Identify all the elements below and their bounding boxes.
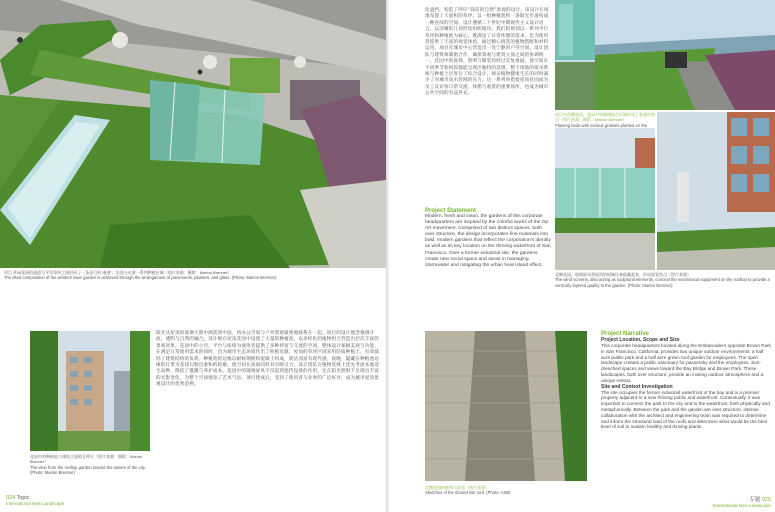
project-statement-heading: Project Statement [425, 208, 477, 214]
top-right-body-cn: 化遮挡，构造了呼应“简洁的自然”景观的设计。该设计在场地布置了大面积的草坪，以一组种植池和一条阳光步道构成一种连续的空间。设计遵循二十世纪中期现代主义设计语言，以清晰的几何形状组织地块。我们的规划以一系列平行草坪和种植池为核心，既满足了日常休憩的需求，也为使用者提供了丰富的视觉体验。通过精心挑选的植物搭配和材料运用，项目在城市中心营造出一处宁静的户外空间。设计团队与建筑师紧密合作，确保景观与建筑立面之间的协调统一。花园中的座椅、照明与铺装均经过反复推敲，使空间在不同季节和时段都能呈现出独特的氛围。整个场地的排水系统与种植土层进行了综合设计，保证植物健康生长的同时减少了对城市雨水管网的压力。这一系列举措使屋顶花园成为员工及访客日常交流、休憩与观景的重要场所，也成为城市公共空间的有益补充。 [425, 8, 549, 97]
top-left-page [0, 0, 386, 281]
top-left-caption: 项目 休闲花园的通道与平坦草坪之间形成了一条步行的“通道”，沿途分布着一系列种植区域（图片来源：摄影：Marion Brenner） The tilted composition of the western lawn garden is achieved through the arrangement of pavements, planters, and glass. (Photo: Marion Brenner) [4, 270, 277, 281]
top-right-caption: 项目中西侧屋顶，花园中的玻璃围合区域形成了景观的焦点（图片来源：摄影：Marion Brenner） Planting beds with various grasses planted on the [555, 112, 655, 128]
top-right-text-column [425, 8, 551, 269]
project-statement-text: Modern, fresh and clean, the gardens of this corporate headquarters are inspired by the colorful works of the Op Art movement. Comprised of two distinct spaces, both over structure, the design incorporates fine materials into bold, modern gardens that reflect the corporation's identity as well as its key location on the thriving waterfront of San Francisco. Over a former industrial site, the gardens create new social space and assist in managing stormwater and mitigating the urban heat island effect. [425, 214, 551, 268]
bottom-left-body-cn: 阳光从屋顶的玻璃天窗中洒落到中庭，将办公空间与户外景观紧密地联系在一起。项目的设计理念强调开放、透明与自然的融合。设计师在屋顶花园中设置了大量的种植池，以多样化的植物组合营造出层次丰富的景观效果。花园中的小径、平台与座椅为使用者提供了多种停留与交流的空间。整体设计兼顾美观与功能，在满足日常使用需求的同时，也为城市生态环境作出了积极贡献。屋顶的草坪区域采用轻质种植土，有效减轻了建筑结构的负荷。种植池的边缘以耐候钢板和混凝土构成，简洁而富有现代感。夜晚，隐藏在种植池边缘的灯带为花园勾勒出柔和的轮廓，使空间在夜间同样具有吸引力。设计团队在植物选择上优先考虑本地适生品种，降低了灌溉与养护成本。花园中的玻璃屏风不仅起到遮挡设备的作用，还在阳光照射下呈现出丰富的光影变化，为整个空间增添了艺术气息。项目建成后，受到了使用者与业界的广泛好评，成为城市屋顶景观设计的优秀范例。 [156, 331, 379, 388]
glass-screen-photo-2 [555, 128, 655, 270]
paving-photo [425, 331, 587, 481]
glass-screen-photo [657, 112, 775, 270]
top-right-page [389, 0, 775, 290]
tower-view-photo [30, 331, 150, 451]
rooftop-walkway-photo [555, 0, 775, 110]
bottom-left-caption: 花园中的种植池与建筑立面相互呼应（图片来源：摄影：Marion Brenner） The view from the rooftop garden toward the towers of the city. (Photo: Marion Brenner) [30, 454, 146, 476]
bottom-right-caption: 北侧花园，玻璃屏风将屋顶的机械设备隐藏起来，形成视觉焦点（图片来源） The wind screens, also acting as sculptural elements, conceal the mechanical equipment on the rooftop to provide a vertically layered quality to the garden. (Photo: Marion Brenner) [555, 272, 770, 288]
spread-gutter [386, 0, 389, 512]
folio-left: 024 Topic International New Landscape [6, 495, 65, 506]
paving-caption: 北侧花园的座椅与步道（图片来源） Sketches of the shared site roof. (Photo: ASB) [425, 485, 511, 496]
aerial-garden-photo [0, 0, 386, 268]
bottom-left-page [0, 325, 386, 512]
bottom-right-page [389, 325, 775, 512]
folio-right: 专题 025 International New Landscape [712, 497, 771, 508]
project-narrative-column: Project Narrative Project Location, Scope and Size This corporate headquarters located along the Embarcadero opposite Brown Park in San Francisco, California, provides two unique outdoor environments: a half acre public park and a half acre green roof garden for employees. The open landscape creates a public sanctuary for passersby and the employees. Sun-drenched spaces and views toward the Bay Bridge and Brown Park. These landscapes, both over structure, provide an inviting outdoor atmosphere and a unique retreat. Site and Context Investigation The site occupies the former industrial waterfront of the bay and is a premier property adjacent to a new thriving public and waterfront. Contextually, it was important to connect the park to the city and to the waterfront, both physically and metaphorically. Between the park and the garden are over structure, intense collaboration with the architect and engineering team was required to determine and inform the structural load of the roofs and determine what would be the best level of soil to sustain healthy and thriving plants. [601, 331, 771, 430]
